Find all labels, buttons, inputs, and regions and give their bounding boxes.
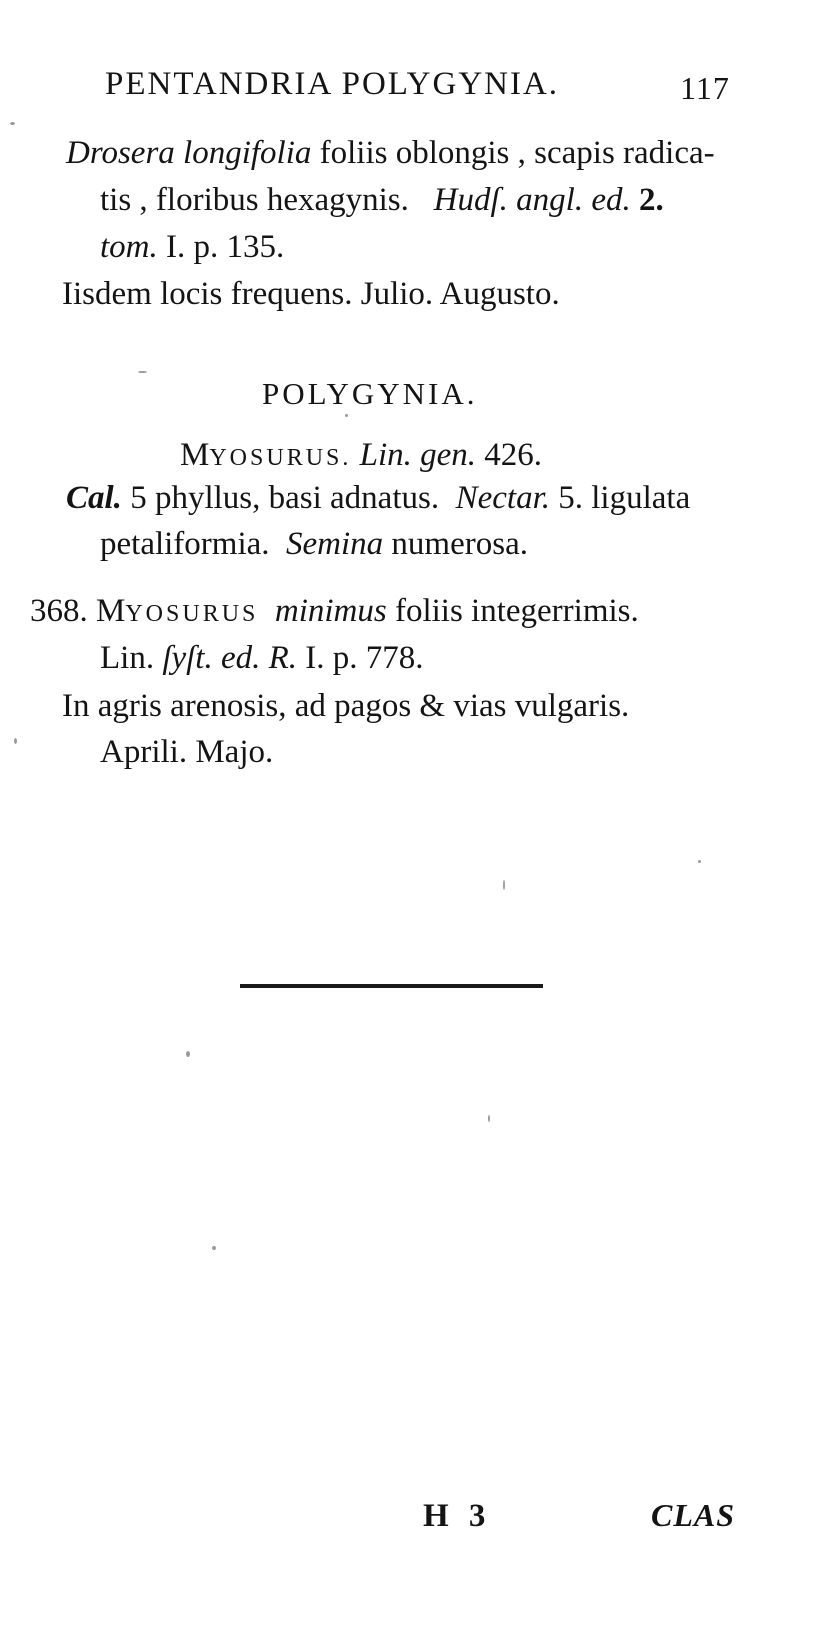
semina-label: Semina [286,526,384,562]
drosera-line-3 [100,229,284,266]
species-number: 368. [30,593,88,629]
species-line-2 [100,640,424,677]
genus-description-line-1 [66,480,690,517]
paper-speck [345,414,348,417]
drosera-species-name: Drosera longifolia [66,135,312,171]
genus-heading [180,437,542,474]
drosera-habitat: Iisdem locis frequens. Julio. Augusto. [62,276,560,312]
species-genus-initial: M [96,593,126,629]
drosera-citation: Hudſ. angl. ed. [433,182,631,218]
running-head-title: PENTANDRIA POLYGYNIA. [105,66,560,102]
paper-speck [503,880,505,890]
species-line-1 [30,593,639,630]
signature-mark: H 3 [423,1498,492,1534]
nectar-label: Nectar. [455,480,551,516]
nectar-text: 5. ligulata [550,480,691,516]
paper-speck [698,860,701,863]
species-epithet: minimus [274,593,387,629]
paper-speck [212,1246,216,1250]
paper-speck [14,738,17,744]
section-heading: POLYGYNIA. [262,376,478,411]
species-habitat-line-1: In agris arenosis, ad pagos & vias vulgaris. [62,688,630,724]
calyx-label: Cal. [66,480,122,516]
species-page-ref: I. p. 778. [297,640,424,676]
species-lin: Lin. [100,640,155,676]
drosera-line-2-text: tis , floribus hexagynis. [100,182,409,218]
paper-speck [186,1051,190,1057]
section-divider-rule [240,984,543,988]
species-line-1-text: foliis integerrimis. [386,593,639,629]
species-citation: ſyſt. ed. R. [162,640,298,676]
semina-text: numerosa. [383,526,528,562]
catchword: CLAS [651,1497,736,1533]
genus-description-line-2 [100,526,528,563]
calyx-text: 5 phyllus, basi adnatus. [121,480,440,516]
drosera-line-1-text: foliis oblongis , scapis radica- [311,135,715,171]
page-number: 117 [680,70,730,106]
paper-speck [488,1115,490,1122]
paper-speck [10,122,15,125]
petaliformia-text: petaliformia. [100,526,270,562]
species-habitat-line-2: Aprili. Majo. [100,734,274,770]
genus-name-initial: M [180,437,210,473]
genus-number: 426. [484,437,543,473]
drosera-tom: tom. [100,229,158,265]
paper-speck [138,371,147,373]
drosera-line-1 [66,135,715,172]
drosera-line-2 [100,182,664,219]
drosera-edition-number: 2. [638,182,664,218]
species-genus-rest: YOSURUS [125,601,259,627]
drosera-page-ref: I. p. 135. [166,229,285,265]
genus-name-rest: YOSURUS. [209,445,352,471]
genus-citation: Lin. gen. [359,437,477,473]
